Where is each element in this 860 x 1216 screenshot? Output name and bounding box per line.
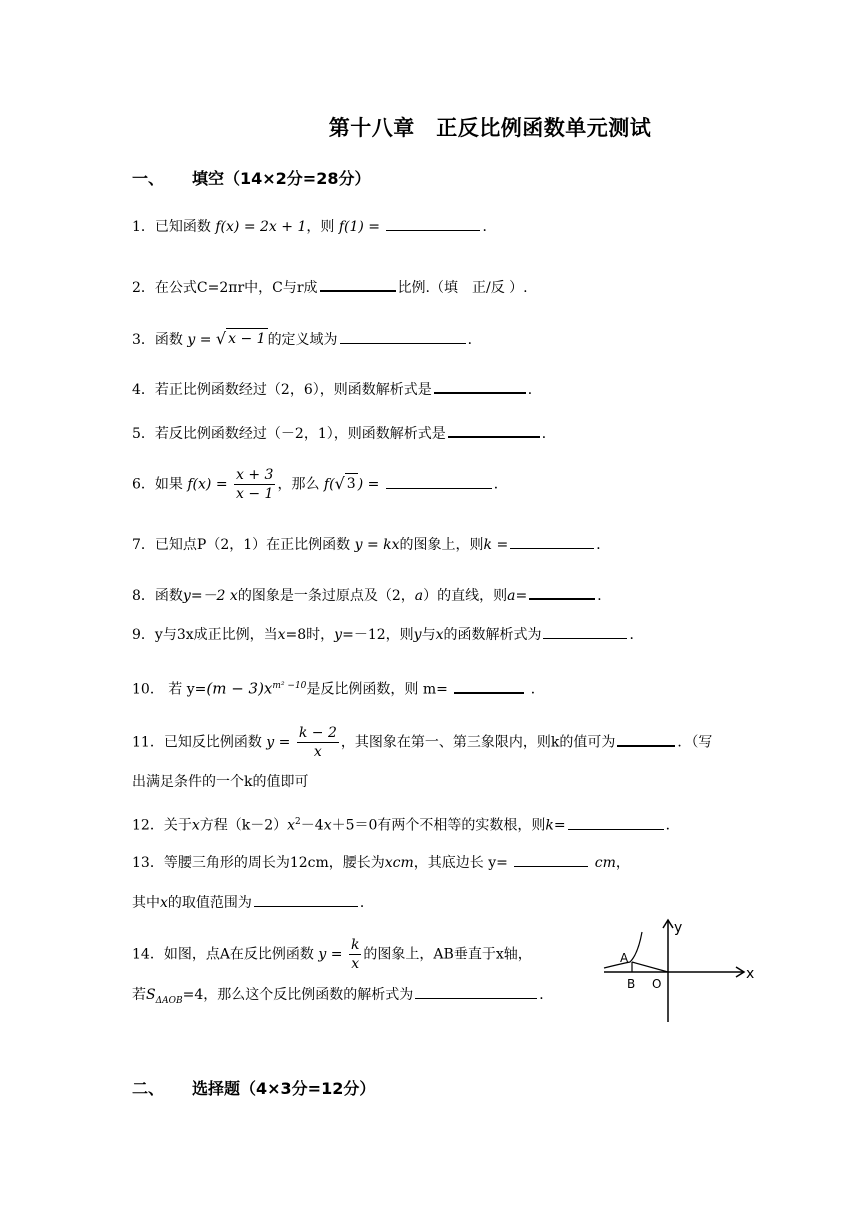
question-2: [132, 276, 742, 298]
q11-text-2: ，其图象在第一、第三象限内，则k的值可为: [340, 734, 616, 751]
q9-y: y: [334, 627, 343, 643]
q14-figure: [600, 912, 760, 1024]
q4-answer-blank[interactable]: [434, 378, 526, 394]
q6-sqrt: √ 3: [334, 473, 356, 493]
q13-xcm: xcm: [384, 855, 414, 871]
q1-answer-blank[interactable]: [386, 216, 480, 231]
q8-text: 8．函数: [132, 588, 183, 604]
question-11: [132, 724, 742, 761]
q1-text-2: ，则: [306, 219, 335, 235]
q6-fraction: [234, 466, 275, 503]
q14-subscript: ΔAOB: [155, 995, 183, 1006]
question-10: [132, 676, 742, 700]
q9-answer-blank[interactable]: [543, 624, 627, 639]
q8-answer-blank[interactable]: [529, 584, 595, 600]
q6-text: 6．如果: [132, 476, 183, 493]
segment-ao: [632, 962, 668, 972]
q6-f-open: f(: [323, 476, 335, 493]
q8-text-3: ）的直线，则: [423, 588, 508, 604]
q12-x3: x: [323, 817, 332, 834]
q7-answer-blank[interactable]: [510, 534, 594, 549]
point-a-label: A: [620, 951, 629, 965]
q4-text: 4．若正比例函数经过（2，6），则函数解析式是: [132, 382, 432, 398]
q14-fraction: [349, 936, 361, 973]
q12-x2: x: [287, 817, 296, 834]
q12-x: x: [191, 817, 200, 834]
q7-end: ．: [596, 537, 611, 553]
point-o-label: O: [652, 977, 662, 991]
q3-text: 3．函数: [132, 332, 183, 348]
q11-y: y =: [266, 734, 291, 751]
q10-exponent: m² −10: [272, 681, 307, 691]
question-11-continued: [132, 772, 742, 792]
q8-end: ．: [597, 588, 612, 604]
q13-answer-blank-1[interactable]: [514, 852, 588, 867]
question-8: [132, 584, 742, 606]
q2-text: 2．在公式C=2πr中，C与r成: [132, 280, 318, 296]
q12-text-3: －4: [300, 817, 324, 834]
q14-answer-blank[interactable]: [415, 984, 537, 999]
q10-text: 10． 若 y=: [132, 681, 207, 698]
q7-formula: y = kx: [354, 537, 400, 553]
q3-sqrt: √ x − 1: [215, 329, 266, 348]
q6-answer-blank[interactable]: [386, 474, 492, 489]
q5-end: ．: [541, 426, 556, 442]
q3-end: ．: [467, 332, 482, 348]
page-title: 第十八章 正反比例函数单元测试: [328, 116, 652, 140]
q9-x2: x: [435, 627, 444, 643]
q14-text: 14．如图，点A在反比例函数: [132, 946, 314, 963]
question-1: [132, 216, 742, 237]
q11-denominator: x: [313, 744, 322, 760]
point-b-label: B: [627, 977, 636, 991]
q10-expr: (m − 3)x: [206, 679, 273, 698]
section-2-number: 二、: [132, 1079, 165, 1098]
q3-y: y =: [187, 332, 212, 348]
question-14-continued: [132, 984, 572, 1011]
q13-text-4: 的取值范围为: [167, 895, 252, 911]
q8-text-2: 的图象是一条过原点及（2，: [237, 588, 415, 604]
q1-formula: f(x) = 2x + 1: [215, 219, 307, 235]
q11-text-4: 出满足条件的一个k的值即可: [132, 774, 309, 790]
q9-text-4: 与: [421, 627, 436, 643]
q12-text-2: 方程（k－2）: [199, 817, 288, 834]
q11-text-3: ．（写: [677, 734, 713, 751]
q9-text-5: 的函数解析式为: [443, 627, 542, 643]
q10-answer-blank[interactable]: [454, 678, 524, 694]
question-3: [132, 328, 742, 350]
question-13: [132, 852, 742, 873]
question-12: [132, 812, 742, 836]
q14-text-4: =4，那么这个反比例函数的解析式为: [182, 987, 414, 1003]
q1-formula-2: f(1) =: [338, 219, 381, 235]
q9-end: ．: [629, 627, 644, 643]
q13-text-2: ，其底边长 y=: [413, 855, 513, 871]
q9-text-3: =－12，则: [342, 627, 414, 643]
q6-text-2: ，那么: [277, 476, 320, 493]
q14-denominator: x: [351, 956, 360, 972]
q13-answer-blank-2[interactable]: [254, 892, 358, 907]
q7-text: 7．已知点P（2，1）在正比例函数: [132, 537, 351, 553]
q3-sqrt-body: x − 1: [226, 328, 267, 349]
q3-text-2: 的定义域为: [267, 332, 338, 348]
q9-text: 9．y与3x成正比例，当: [132, 627, 278, 643]
q14-text-3: 若: [132, 987, 146, 1003]
q10-end: ．: [526, 681, 545, 698]
q6-denominator: x − 1: [236, 486, 274, 502]
q9-text-2: =8时，: [285, 627, 335, 643]
q8-a-eq: a=: [507, 588, 528, 604]
q14-end: ．: [539, 987, 554, 1003]
q12-text: 12．关于: [132, 817, 192, 834]
question-4: [132, 378, 742, 400]
q13-text-3: 其中: [132, 895, 160, 911]
q14-numerator: k: [350, 937, 360, 953]
q9-y2: y: [413, 627, 422, 643]
q11-text: 11．已知反比例函数: [132, 734, 262, 751]
q6-end: ．: [493, 476, 508, 493]
q9-x: x: [277, 627, 286, 643]
q7-k: k =: [483, 537, 509, 553]
section-2-heading: [132, 1076, 375, 1099]
section-1-label: 填空（14×2分=28分）: [192, 169, 371, 188]
q14-y: y =: [318, 946, 343, 963]
q13-cm: cm: [594, 855, 616, 871]
q13-comma: ，: [615, 855, 630, 871]
q14-s: S: [146, 987, 156, 1003]
q2-text-2: 比例.（填 正/反 ）.: [397, 280, 528, 296]
q14-text-2: 的图象上，AB垂直于x轴，: [363, 946, 532, 963]
q11-answer-blank[interactable]: [617, 731, 675, 747]
question-13-continued: [132, 892, 742, 913]
question-7: [132, 534, 742, 555]
q3-answer-blank[interactable]: [340, 329, 466, 344]
q12-eq: =: [553, 817, 566, 834]
question-9: [132, 624, 742, 645]
q6-sqrt-body: 3: [345, 473, 358, 494]
q7-text-2: 的图象上，则: [399, 537, 484, 553]
q13-end: ．: [359, 895, 374, 911]
y-label: y: [674, 920, 683, 936]
q12-exponent: 2: [295, 817, 301, 827]
q13-x: x: [160, 895, 168, 911]
q2-answer-blank[interactable]: [320, 276, 396, 292]
question-6: [132, 466, 742, 503]
q12-text-4: ＋5＝0有两个不相等的实数根，则: [331, 817, 546, 834]
section-1-number: 一、: [132, 169, 165, 188]
q12-k: k: [545, 817, 554, 834]
q8-a: a: [414, 588, 424, 604]
q11-fraction: [297, 724, 339, 761]
q6-fx: f(x) =: [187, 476, 228, 493]
q5-text: 5．若反比例函数经过（－2，1），则函数解析式是: [132, 426, 446, 442]
question-14: [132, 936, 572, 973]
q12-answer-blank[interactable]: [568, 815, 664, 830]
q4-end: ．: [527, 382, 542, 398]
section-1-heading: [132, 166, 370, 189]
q11-numerator: k − 2: [298, 725, 337, 741]
q10-text-2: 是反比例函数，则 m=: [306, 681, 453, 698]
q8-formula: y=－2 x: [182, 588, 238, 604]
q6-f-close: ) =: [357, 476, 380, 493]
q13-text: 13．等腰三角形的周长为12cm，腰长为: [132, 855, 385, 871]
q1-text: 1．已知函数: [132, 219, 211, 235]
q5-answer-blank[interactable]: [448, 422, 540, 438]
section-2-label: 选择题（4×3分=12分）: [192, 1079, 376, 1098]
q1-end: ．: [482, 219, 497, 235]
q12-end: ．: [665, 817, 680, 834]
x-label: x: [746, 966, 755, 982]
q6-numerator: x + 3: [236, 467, 274, 483]
question-5: [132, 422, 742, 444]
